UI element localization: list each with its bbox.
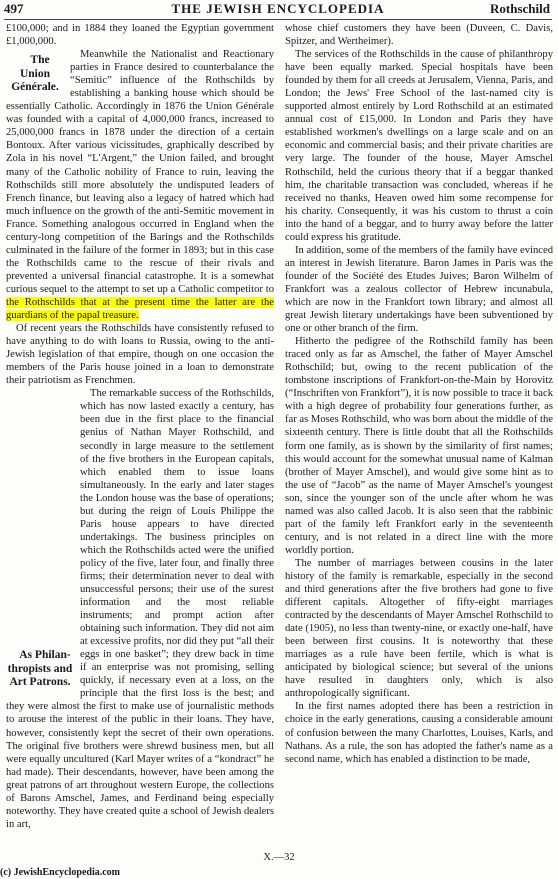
paragraph: The services of the Rothschilds in the cause of philanthropy have been equally marked. Special hospitals have been founded by them for all creeds at Jerusalem, Vienna, Paris, and London; the Jews' Free School of the last-named city is supported almost entirely by Lord Rothschild at an estimated annual cost of £15,000. In London and Paris they have established workmen's dwellings on a large scale and on an economic and commercial basis; and their private charities are very large. The founder of the house, Mayer Amschel Rothschild, held the curious theory that if a beggar thanked him, the charitable transaction was concluded, whereas if he received no thanks, Heaven owed him some recompense for his charity. Consequently, it was his custom to thrust a coin into the hand of a beggar, and to hurry away before the latter could express his gratitude. [285, 49, 553, 243]
paragraph [6, 48, 274, 322]
paragraph: In addition, some of the members of the family have evinced an interest in Jewish literature. Baron James in Paris was the founder of the Société des Etudes Juives; Baron Wilhelm of Frankfort was a zealous collector of Hebrew incunabula, which are now in the Frankfort town library; and almost all great Jewish literary undertakings have been subventioned by one or other branch of the firm. [285, 244, 553, 335]
paragraph-text: Meanwhile the Nationalist and Reactionary parties in France desired to counterbalance the “Semitic” influence of the Rothschilds by establishing a banking house which should be essentially Catholic. Accordingly in 1876 the Union Générale was founded with a capital of 4,000,000 francs, increased to 25,000,000 francs in 1878 under the direction of a certain Bontoux. After various vicissitudes, graphically described by Zola in his novel “L'Argent,” the Union failed, and brought many of the Catholic nobility of France to ruin, leaving the Rothschilds still more absolutely the undisputed leaders of French finance, but leaving also a legacy of hatred which had much influence on the growth of the anti-Semitic movement in France. Something analogous occurred in England when the century-long competition of the Barings and the Rothschilds culminated in the failure of the former in 1893; but in this case the Rothschilds came to the rescue of their rivals and prevented a universal financial catastrophe. It is a somewhat curious sequel to the attempt to set up a Catholic competitor to [6, 49, 274, 295]
paragraph [6, 387, 274, 831]
page-header [4, 0, 552, 20]
paragraph: whose chief customers they have been (Duveen, C. Davis, Spitzer, and Wertheimer). [285, 23, 553, 48]
copyright-notice: (c) JewishEncyclopedia.com [0, 867, 120, 878]
paragraph: The number of marriages between cousins in the later history of the family is remarkable, especially in the second and third generations after the five brothers had gone to five different capitals. Altogether of fifty-eight marriages contracted by the descendants of Mayer Amschel Rothschild to date (1905), no less than twenty-nine, or exactly one-half, have been between first cousins. It is noteworthy that these marriages as a rule have been fertile, which is what is anticipated by biological science; but several of the unions have resulted in daughters only, which is also anthropologically significant. [285, 557, 553, 700]
sidenote-union: The Union Générale. [11, 54, 59, 94]
section-title: Rothschild [490, 1, 550, 16]
paragraph: £100,000; and in 1884 they loaned the Egyptian government £1,000,000. [6, 23, 274, 48]
paragraph: In the first names adopted there has been a restriction in choice in the early generations, causing a considerable amount of confusion between the many Charlottes, Louises, Karls, and Nathans. As a rule, the son has adopted the father's name as a second name, which has enabled a distinction to be made, [285, 701, 553, 765]
sidenote-patrons: As Philan-thropists and Art Patrons. [7, 649, 73, 689]
left-column [6, 22, 274, 831]
header-rule [4, 19, 552, 20]
paragraph-text: The remarkable success of the Rothschilds, which has now lasted exactly a century, has been due in the first place to the financial genius of Nathan Mayer Rothschild, and secondly in large measure to the settlement of the five brothers in the European capitals, which enabled them to issue loans simultaneously. In the early and later stages the London house was the base of operations; but during the reign of Louis Philippe the Paris house appears to have directed undertakings. The business principles on which the Rothschilds acted were the unified policy of the five, later four, and finally three firms; their determination never to deal with unsuccessful persons; their use of the surest information and the most reliable instruments; and prompt action after obtaining such information. They did not aim at excessive profits, nor did they put “all their eggs in one basket”; they drew back in time if an enterprise was not promising, selling quickly, if necessary even at a loss, on the principle that the first loss is the best; and they were almost the first to make use of journalistic methods to arouse the interest of the public in their loans. They have, however, consistently kept the secret of their own operations. The original five brothers were shrewd business men, but all were equally uncultured (Karl Mayer writes of a “kondract” he had made). Their descendants, however, have been among the great patrons of art throughout western Europe, the collections of Barons Amschel, James, and Ferdinand being especially noteworthy. They have created quite a school of Jewish dealers in art, [6, 388, 274, 830]
right-column [285, 22, 553, 766]
paragraph: Hitherto the pedigree of the Rothschild family has been traced only as far as Amschel, the father of Mayer Amschel Rothschild; but, owing to the recent publication of the tombstone inscriptions of Frankfort-on-the-Main by Horovitz (“Inschriften von Frankfort”), it is now possible to trace it back with a high degree of probability four generations further, as far as Moses Rothschild, who was born about the middle of the sixteenth century. There is little doubt that all the Rothschilds form one family, as is shown by the similarity of first names; this would account for the somewhat unusual name of Kalman (brother of Mayer Amschel), and would give some hint as to the use of “Jacob” as the name of Mayer Amschel's youngest son, since the younger son of the uncle after whom he was named was also called Jacob. It is also seen that the rabbinic part of the family left Frankfort early in the seventeenth century, and is not related in a direct line with the more worldly portion. [285, 336, 554, 556]
running-title: THE JEWISH ENCYCLOPEDIA [171, 1, 385, 16]
signature-mark: X.—32 [263, 852, 295, 863]
highlighted-passage: the Rothschilds that at the present time the latter are the guardians of the papal treasure. [6, 296, 274, 322]
paragraph: Of recent years the Rothschilds have consistently refused to have anything to do with loans to Russia, owing to the anti-Jewish legislation of that empire, though on one occasion the members of the Paris house joined in a loan to demonstrate their patriotism as Frenchmen. [6, 323, 274, 387]
page-number: 497 [4, 1, 24, 16]
